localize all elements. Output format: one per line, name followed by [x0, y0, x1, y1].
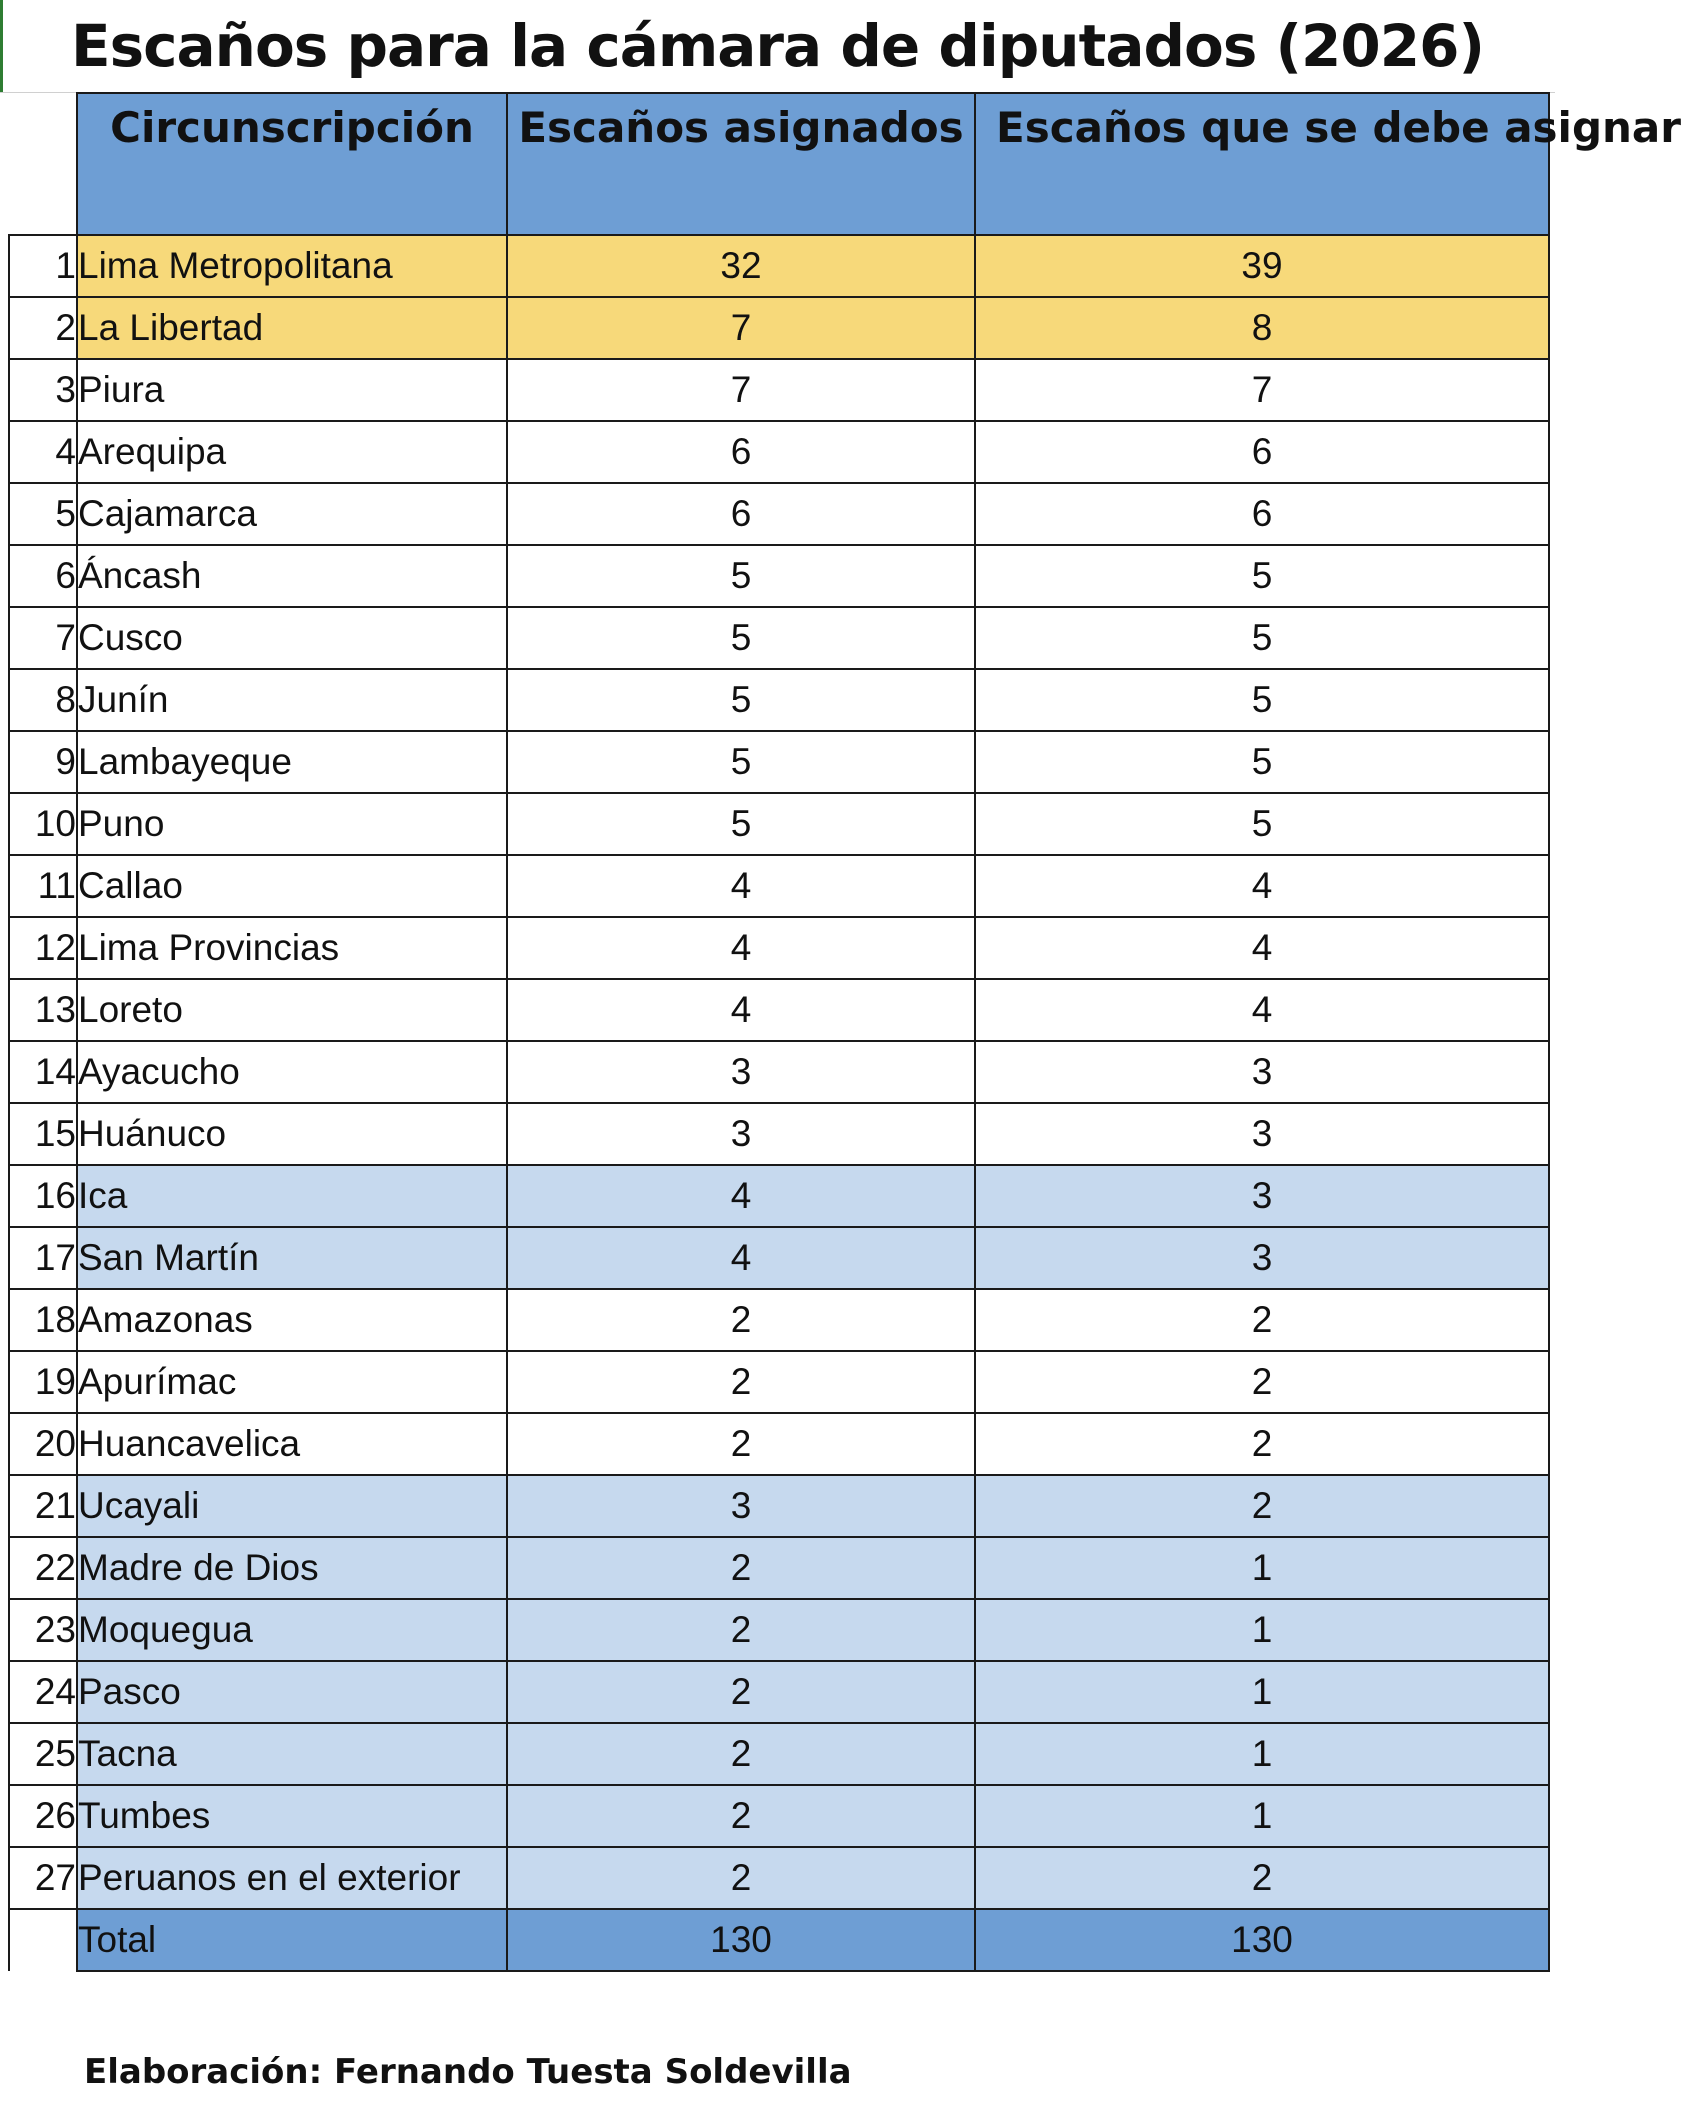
row-number: 24: [9, 1661, 77, 1723]
escanos-debe-asignar-cell[interactable]: 5: [975, 669, 1549, 731]
circunscripcion-cell[interactable]: Huánuco: [77, 1103, 507, 1165]
table-header-row: [9, 93, 1549, 235]
table-row: [9, 1661, 1549, 1723]
circunscripcion-cell[interactable]: Ucayali: [77, 1475, 507, 1537]
table-row: [9, 235, 1549, 297]
table-row: [9, 1413, 1549, 1475]
escanos-asignados-cell[interactable]: 7: [507, 359, 975, 421]
table-row: [9, 1289, 1549, 1351]
escanos-asignados-cell[interactable]: 5: [507, 731, 975, 793]
table-row: [9, 1041, 1549, 1103]
escanos-debe-asignar-cell[interactable]: 3: [975, 1041, 1549, 1103]
total-row: [9, 1909, 1549, 1971]
table-row: [9, 1165, 1549, 1227]
escanos-debe-asignar-cell[interactable]: 1: [975, 1661, 1549, 1723]
row-number: 27: [9, 1847, 77, 1909]
escanos-debe-asignar-cell[interactable]: 4: [975, 979, 1549, 1041]
escanos-debe-asignar-cell[interactable]: 6: [975, 421, 1549, 483]
escanos-debe-asignar-cell[interactable]: 2: [975, 1289, 1549, 1351]
circunscripcion-cell[interactable]: Amazonas: [77, 1289, 507, 1351]
circunscripcion-cell[interactable]: Cusco: [77, 607, 507, 669]
row-number: 17: [9, 1227, 77, 1289]
circunscripcion-cell[interactable]: Apurímac: [77, 1351, 507, 1413]
escanos-asignados-cell[interactable]: 5: [507, 669, 975, 731]
table-row: [9, 1723, 1549, 1785]
row-number: 11: [9, 855, 77, 917]
table-row: [9, 855, 1549, 917]
circunscripcion-cell[interactable]: Arequipa: [77, 421, 507, 483]
table-row: [9, 607, 1549, 669]
escanos-debe-asignar-cell[interactable]: 5: [975, 793, 1549, 855]
table-row: [9, 545, 1549, 607]
circunscripcion-cell[interactable]: San Martín: [77, 1227, 507, 1289]
escanos-debe-asignar-cell[interactable]: 1: [975, 1723, 1549, 1785]
row-number: 2: [9, 297, 77, 359]
table-row: [9, 1103, 1549, 1165]
table-row: [9, 1351, 1549, 1413]
table-row: [9, 1599, 1549, 1661]
escanos-debe-asignar-cell[interactable]: 2: [975, 1351, 1549, 1413]
escanos-asignados-cell[interactable]: 2: [507, 1785, 975, 1847]
row-number: 22: [9, 1537, 77, 1599]
escanos-debe-asignar-cell[interactable]: 4: [975, 917, 1549, 979]
table-row: [9, 1475, 1549, 1537]
table-row: [9, 1537, 1549, 1599]
escanos-asignados-cell[interactable]: 6: [507, 421, 975, 483]
escanos-asignados-cell[interactable]: 2: [507, 1351, 975, 1413]
circunscripcion-cell[interactable]: Lima Metropolitana: [77, 235, 507, 297]
escanos-debe-asignar-cell[interactable]: 3: [975, 1227, 1549, 1289]
escanos-debe-asignar-cell[interactable]: 2: [975, 1475, 1549, 1537]
escanos-asignados-cell[interactable]: 5: [507, 793, 975, 855]
row-number: 25: [9, 1723, 77, 1785]
table-row: [9, 297, 1549, 359]
circunscripcion-cell[interactable]: Huancavelica: [77, 1413, 507, 1475]
escanos-debe-asignar-cell[interactable]: 1: [975, 1785, 1549, 1847]
row-number: 21: [9, 1475, 77, 1537]
escanos-debe-asignar-cell[interactable]: 1: [975, 1599, 1549, 1661]
escanos-asignados-cell[interactable]: 2: [507, 1289, 975, 1351]
column-header-debe-asignar[interactable]: Escaños que se debe asignar: [975, 93, 1549, 235]
column-header-asignados[interactable]: Escaños asignados: [507, 93, 975, 235]
total-asignados[interactable]: 130: [507, 1909, 975, 1971]
table-row: [9, 793, 1549, 855]
row-number: 3: [9, 359, 77, 421]
row-number: 5: [9, 483, 77, 545]
escanos-asignados-cell[interactable]: 3: [507, 1041, 975, 1103]
circunscripcion-cell[interactable]: Lambayeque: [77, 731, 507, 793]
row-number: 19: [9, 1351, 77, 1413]
circunscripcion-cell[interactable]: Madre de Dios: [77, 1537, 507, 1599]
row-number-header: [9, 93, 77, 235]
table-body: [9, 235, 1549, 1909]
row-number: 6: [9, 545, 77, 607]
row-number: 12: [9, 917, 77, 979]
row-number: 26: [9, 1785, 77, 1847]
page-title: Escaños para la cámara de diputados (2026): [71, 12, 1484, 80]
escanos-asignados-cell[interactable]: 2: [507, 1537, 975, 1599]
escanos-asignados-cell[interactable]: 2: [507, 1723, 975, 1785]
circunscripcion-cell[interactable]: Junín: [77, 669, 507, 731]
escanos-asignados-cell[interactable]: 2: [507, 1847, 975, 1909]
escanos-debe-asignar-cell[interactable]: 5: [975, 545, 1549, 607]
circunscripcion-cell[interactable]: Loreto: [77, 979, 507, 1041]
escanos-debe-asignar-cell[interactable]: 4: [975, 855, 1549, 917]
total-row-number: [9, 1909, 77, 1971]
table-row: [9, 359, 1549, 421]
escanos-debe-asignar-cell[interactable]: 2: [975, 1847, 1549, 1909]
circunscripcion-cell[interactable]: Tacna: [77, 1723, 507, 1785]
circunscripcion-cell[interactable]: Ica: [77, 1165, 507, 1227]
escanos-asignados-cell[interactable]: 5: [507, 607, 975, 669]
circunscripcion-cell[interactable]: Piura: [77, 359, 507, 421]
escanos-asignados-cell[interactable]: 7: [507, 297, 975, 359]
circunscripcion-cell[interactable]: Áncash: [77, 545, 507, 607]
table-row: [9, 917, 1549, 979]
escanos-asignados-cell[interactable]: 2: [507, 1599, 975, 1661]
row-number: 7: [9, 607, 77, 669]
circunscripcion-cell[interactable]: Lima Provincias: [77, 917, 507, 979]
escanos-debe-asignar-cell[interactable]: 5: [975, 731, 1549, 793]
circunscripcion-cell[interactable]: Callao: [77, 855, 507, 917]
circunscripcion-cell[interactable]: Puno: [77, 793, 507, 855]
escanos-asignados-cell[interactable]: 4: [507, 855, 975, 917]
row-number: 16: [9, 1165, 77, 1227]
credit-line: Elaboración: Fernando Tuesta Soldevilla: [84, 2052, 852, 2092]
circunscripcion-cell[interactable]: Pasco: [77, 1661, 507, 1723]
table-row: [9, 421, 1549, 483]
circunscripcion-cell[interactable]: Peruanos en el exterior: [77, 1847, 507, 1909]
table-row: [9, 1227, 1549, 1289]
escanos-debe-asignar-cell[interactable]: 2: [975, 1413, 1549, 1475]
escanos-debe-asignar-cell[interactable]: 7: [975, 359, 1549, 421]
total-label[interactable]: Total: [77, 1909, 507, 1971]
escanos-debe-asignar-cell[interactable]: 39: [975, 235, 1549, 297]
row-number: 14: [9, 1041, 77, 1103]
circunscripcion-cell[interactable]: La Libertad: [77, 297, 507, 359]
escanos-debe-asignar-cell[interactable]: 6: [975, 483, 1549, 545]
row-number: 18: [9, 1289, 77, 1351]
escanos-asignados-cell[interactable]: 6: [507, 483, 975, 545]
escanos-asignados-cell[interactable]: 3: [507, 1475, 975, 1537]
row-number: 9: [9, 731, 77, 793]
row-number: 23: [9, 1599, 77, 1661]
table-row: [9, 1785, 1549, 1847]
escanos-asignados-cell[interactable]: 3: [507, 1103, 975, 1165]
row-number: 1: [9, 235, 77, 297]
escanos-debe-asignar-cell[interactable]: 8: [975, 297, 1549, 359]
escanos-debe-asignar-cell[interactable]: 3: [975, 1103, 1549, 1165]
table-row: [9, 483, 1549, 545]
table-row: [9, 731, 1549, 793]
circunscripcion-cell[interactable]: Cajamarca: [77, 483, 507, 545]
escanos-debe-asignar-cell[interactable]: 5: [975, 607, 1549, 669]
total-debe-asignar[interactable]: 130: [975, 1909, 1549, 1971]
escanos-asignados-cell[interactable]: 4: [507, 1227, 975, 1289]
seats-table: [8, 92, 1681, 1972]
table-row: [9, 669, 1549, 731]
escanos-asignados-cell[interactable]: 32: [507, 235, 975, 297]
escanos-debe-asignar-cell[interactable]: 3: [975, 1165, 1549, 1227]
escanos-asignados-cell[interactable]: 5: [507, 545, 975, 607]
escanos-debe-asignar-cell[interactable]: 1: [975, 1537, 1549, 1599]
circunscripcion-cell[interactable]: Ayacucho: [77, 1041, 507, 1103]
escanos-asignados-cell[interactable]: 4: [507, 979, 975, 1041]
escanos-asignados-cell[interactable]: 4: [507, 1165, 975, 1227]
circunscripcion-cell[interactable]: Tumbes: [77, 1785, 507, 1847]
table-row: [9, 979, 1549, 1041]
escanos-asignados-cell[interactable]: 2: [507, 1413, 975, 1475]
row-number: 4: [9, 421, 77, 483]
circunscripcion-cell[interactable]: Moquegua: [77, 1599, 507, 1661]
escanos-asignados-cell[interactable]: 2: [507, 1661, 975, 1723]
row-number: 8: [9, 669, 77, 731]
row-number: 20: [9, 1413, 77, 1475]
row-number: 10: [9, 793, 77, 855]
column-header-circunscripcion[interactable]: Circunscripción: [77, 93, 507, 235]
escanos-asignados-cell[interactable]: 4: [507, 917, 975, 979]
table-row: [9, 1847, 1549, 1909]
row-number: 13: [9, 979, 77, 1041]
row-number: 15: [9, 1103, 77, 1165]
